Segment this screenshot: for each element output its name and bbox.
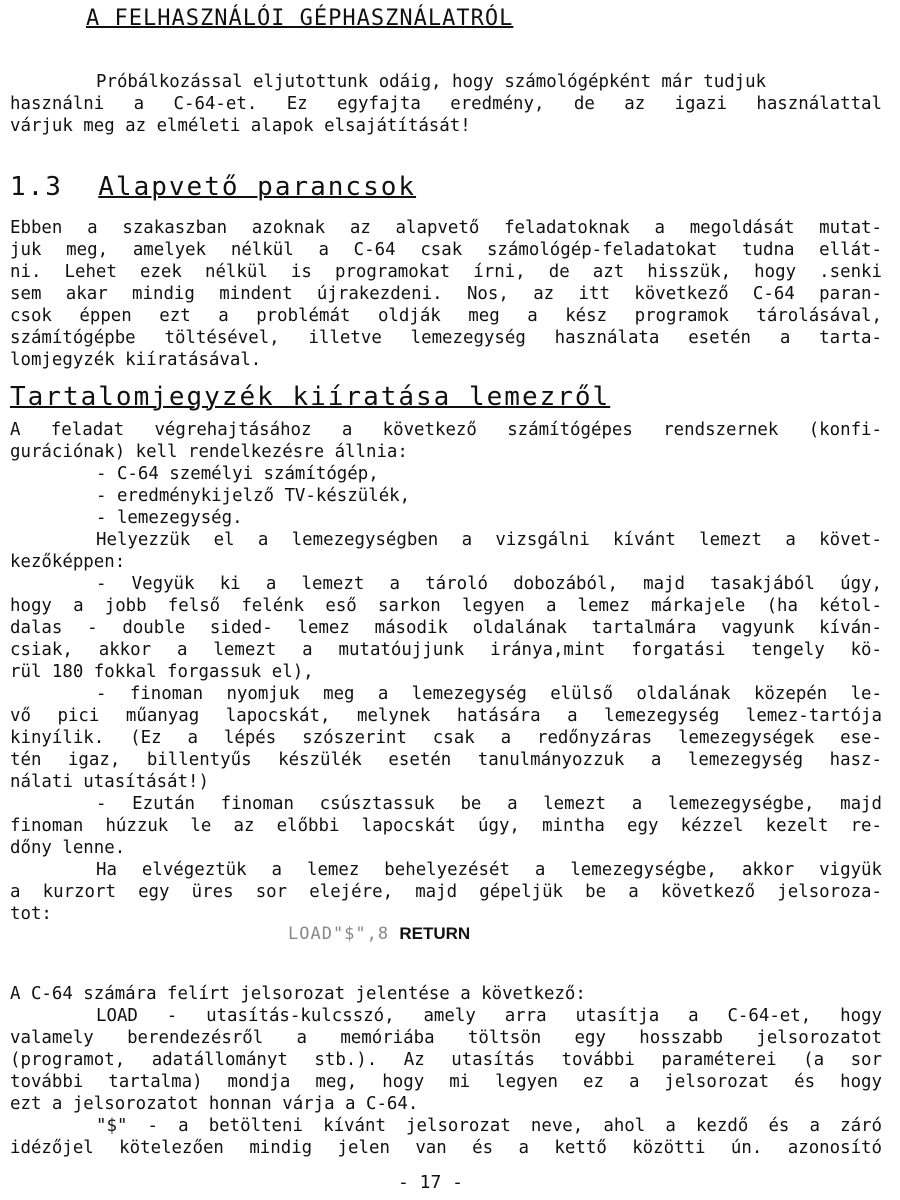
body-line: finoman húzzuk le az előbbi lapocskát úgy, mintha egy kézzel kezelt re- <box>10 816 882 836</box>
body-line: hogy a jobb felső felénk eső sarkon legyen a lemez márkajele (ha kétol- <box>10 596 882 616</box>
section-text-line: csok éppen ezt a problémát oldják meg a kész programok tárolásával, <box>10 306 882 326</box>
section-number: 1.3 <box>10 172 63 202</box>
body-line: Helyezzük el a lemezegységben a vizsgálni kívánt lemezt a követ- <box>96 530 882 550</box>
body-line: valamely berendezésről a memóriába töltsön egy hosszabb jelsorozatot <box>10 1028 882 1048</box>
body-line: "$" - a betölteni kívánt jelsorozat neve, ahol a kezdő és a záró <box>96 1116 882 1136</box>
intro-line: használni a C-64-et. Ez egyfajta eredmény, de az igazi használattal <box>10 94 882 114</box>
body-line: idézőjel kötelezően mindig jelen van és a kettő közötti ún. azonosító <box>10 1138 882 1158</box>
return-key: RETURN <box>399 924 471 943</box>
section-text-line: számítógépbe töltésével, illetve lemezegység használata esetén a tarta- <box>10 328 882 348</box>
list-item: - eredménykijelző TV-készülék, <box>96 486 411 506</box>
section-heading <box>10 172 416 202</box>
intro-line: várjuk meg az elméleti alapok elsajátítását! <box>10 116 471 136</box>
body-line: dőny lenne. <box>10 838 126 858</box>
body-line: kezőképpen: <box>10 552 126 572</box>
command-code: LOAD"$",8 <box>288 924 390 944</box>
body-line: tén igaz, billentyűs készülék esetén tanulmányozzuk a lemezegység hasz- <box>10 750 882 770</box>
body-line: nálati utasítását!) <box>10 772 209 792</box>
section-title: Alapvető parancsok <box>98 172 417 202</box>
body-line: a kurzort egy üres sor elejére, majd gépeljük be a következő jelsoroza- <box>10 882 882 902</box>
body-line: kinyílik. (Ez a lépés szószerint csak a redőnyzáras lemezegységek ese- <box>10 728 882 748</box>
body-line: rül 180 fokkal forgassuk el), <box>10 662 314 682</box>
section-text-line: sem akar mindig mindent újrakezdeni. Nos, az itt következő C-64 paran- <box>10 284 882 304</box>
body-line: további tartalma) mondja meg, hogy mi legyen ez a jelsorozat és hogy <box>10 1072 882 1092</box>
body-line: vő pici műanyag lapocskát, melynek hatására a lemezegység lemez-tartója <box>10 706 882 726</box>
section-text-line: lomjegyzék kiíratásával. <box>10 350 262 370</box>
list-item: - C-64 személyi számítógép, <box>96 464 379 484</box>
section-text-line: Ebben a szakaszban azoknak az alapvető feladatoknak a megoldását mutat- <box>10 218 882 238</box>
body-line: gurációnak) kell rendelkezésre állnia: <box>10 442 408 462</box>
page-number: - 17 - <box>398 1172 464 1193</box>
body-line: dalas - double sided- lemez második oldalának tartalmára vagyunk kíván- <box>10 618 882 638</box>
body-line: LOAD - utasítás-kulcsszó, amely arra utasítja a C-64-et, hogy <box>96 1006 882 1026</box>
body-line: csiak, akkor a lemezt a mutatóujjunk iránya,mint forgatási tengely kö- <box>10 640 882 660</box>
subsection-heading: Tartalomjegyzék kiíratása lemezről <box>10 382 611 412</box>
section-text-line: juk meg, amelyek nélkül a C-64 csak számológép-feladatokat tudna ellát- <box>10 240 882 260</box>
page-title: A FELHASZNÁLÓI GÉPHASZNÁLATRÓL <box>86 6 514 31</box>
body-line: - Ezután finoman csúsztassuk be a lemezt a lemezegységbe, majd <box>96 794 882 814</box>
section-text-line: ni. Lehet ezek nélkül is programokat írni, de azt hisszük, hogy .senki <box>10 262 882 282</box>
body-line: ezt a jelsorozatot honnan várja a C-64. <box>10 1094 419 1114</box>
body-line: Ha elvégeztük a lemez behelyezését a lemezegységbe, akkor vigyük <box>96 860 882 880</box>
command-example <box>288 924 470 944</box>
body-line: - Vegyük ki a lemezt a tároló dobozából, majd tasakjából úgy, <box>96 574 882 594</box>
body-line: (programot, adatállományt stb.). Az utasítás további paraméterei (a sor <box>10 1050 882 1070</box>
body-line: - finoman nyomjuk meg a lemezegység elülső oldalának közepén le- <box>96 684 882 704</box>
body-line: A C-64 számára felírt jelsorozat jelentése a következő: <box>10 984 586 1004</box>
intro-line: Próbálkozással eljutottunk odáig, hogy számológépként már tudjuk <box>96 72 767 92</box>
body-line: tot: <box>10 904 52 924</box>
list-item: - lemezegység. <box>96 508 243 528</box>
body-line: A feladat végrehajtásához a következő számítógépes rendszernek (konfi- <box>10 420 882 440</box>
